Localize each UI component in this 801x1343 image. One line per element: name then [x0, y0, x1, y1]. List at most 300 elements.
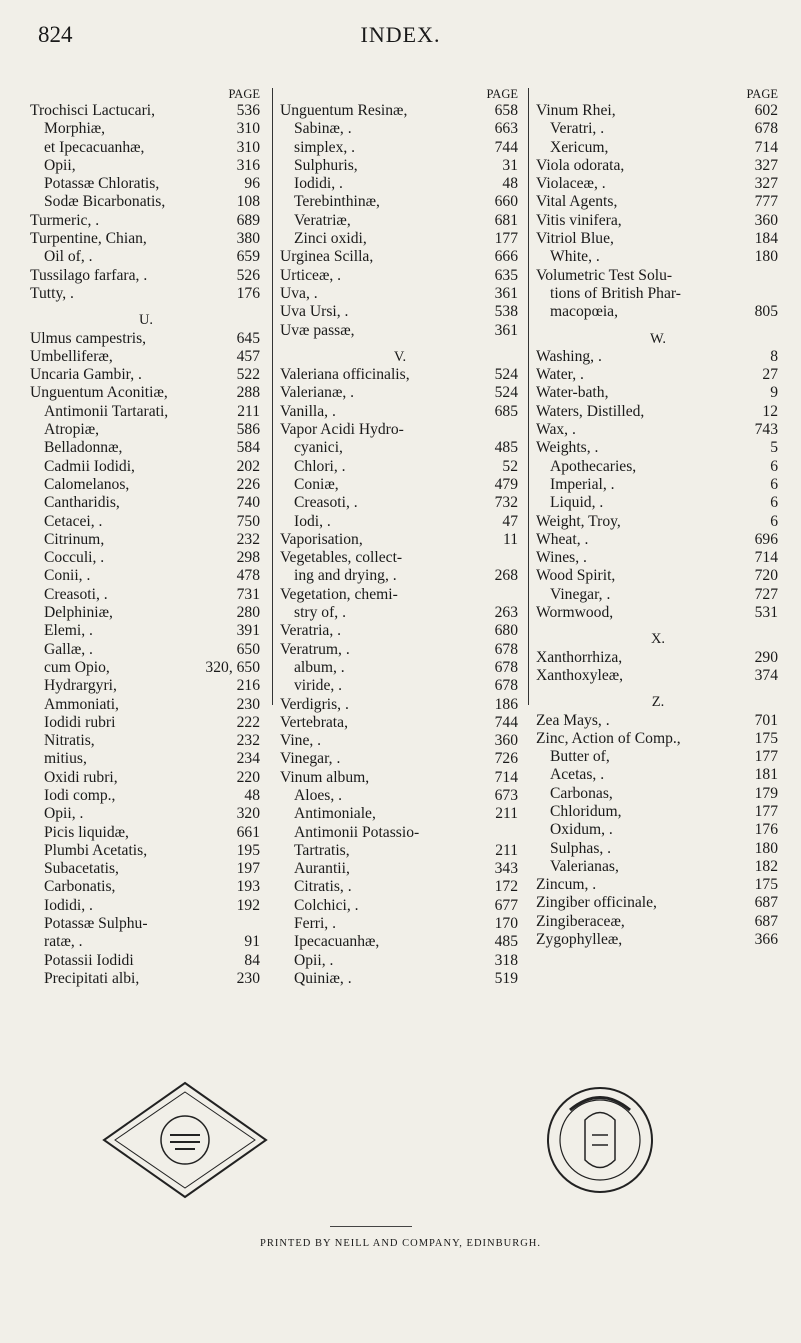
entry-page-number: 689	[236, 211, 260, 229]
index-entry	[30, 860, 262, 878]
entry-term: Turpentine, Chian,	[30, 230, 147, 248]
entry-term: Cetacei, .	[44, 512, 103, 530]
entry-term: Liquid, .	[550, 494, 604, 512]
entry-term: Gallæ, .	[44, 640, 93, 658]
index-entry	[536, 803, 780, 821]
entry-page-number: 343	[494, 860, 518, 878]
entry-term: Nitratis,	[44, 732, 95, 750]
entry-term: Uvæ passæ,	[280, 321, 355, 339]
index-entry	[30, 513, 262, 531]
entry-page-number: 27	[762, 366, 778, 384]
index-entry	[30, 248, 262, 266]
entry-term: Veratri, .	[550, 120, 605, 138]
entry-term: Violaceæ, .	[536, 175, 606, 193]
entry-page-number: 744	[494, 713, 518, 731]
entry-page-number: 96	[244, 175, 260, 193]
entry-page-number: 184	[754, 230, 778, 248]
entry-term: Zinci oxidi,	[294, 230, 367, 248]
entry-term: Antimonii Tartarati,	[44, 402, 169, 420]
entry-page-number: 230	[236, 969, 260, 987]
entry-term: Wood Spirit,	[536, 567, 616, 585]
index-entry	[280, 842, 520, 860]
index-column-2	[280, 86, 520, 988]
index-entry	[30, 878, 262, 896]
entry-term: Valerianas,	[550, 857, 619, 875]
entry-page-number: 31	[502, 156, 518, 174]
entry-term: Delphiniæ,	[44, 604, 113, 622]
index-entry	[536, 348, 780, 366]
index-column-1	[30, 86, 262, 988]
index-entry	[280, 212, 520, 230]
index-entry	[280, 860, 520, 878]
entry-page-number: 524	[494, 366, 518, 384]
section-letter: X.	[650, 631, 666, 648]
index-entry	[536, 531, 780, 549]
entry-page-number: 740	[236, 494, 260, 512]
index-entry	[536, 931, 780, 949]
entry-term: Apothecaries,	[550, 457, 637, 475]
entry-term: mitius,	[44, 750, 87, 768]
index-entry	[536, 586, 780, 604]
index-entry	[536, 384, 780, 402]
index-entry	[30, 641, 262, 659]
entry-term: Carbonatis,	[44, 878, 116, 896]
index-entry	[30, 230, 262, 248]
entry-page-number: 211	[495, 805, 518, 823]
entry-term: Urginea Scilla,	[280, 248, 374, 266]
entry-page-number: 6	[770, 512, 778, 530]
entry-page-number: 526	[236, 266, 260, 284]
entry-page-number: 177	[754, 748, 778, 766]
entry-page-number: 175	[754, 729, 778, 747]
entry-term: Zincum, .	[536, 876, 597, 894]
index-entry	[30, 696, 262, 714]
entry-page-number: 197	[236, 860, 260, 878]
index-entry	[280, 696, 520, 714]
entry-term: Terebinthinæ,	[294, 193, 380, 211]
entry-term: Weight, Troy,	[536, 512, 621, 530]
entry-page-number: 226	[236, 475, 260, 493]
index-entry	[280, 549, 520, 567]
entry-page-number: 8	[770, 347, 778, 365]
entry-term: Wheat, .	[536, 530, 589, 548]
entry-term: Urticeæ, .	[280, 266, 342, 284]
entry-page-number: 5	[770, 439, 778, 457]
entry-page-number: 666	[494, 248, 518, 266]
entry-term: Cantharidis,	[44, 494, 120, 512]
entry-page-number: 222	[236, 713, 260, 731]
entry-page-number: 678	[494, 658, 518, 676]
entry-page-number: 181	[754, 766, 778, 784]
entry-term: Sodæ Bicarbonatis,	[44, 193, 166, 211]
entry-page-number: 714	[494, 768, 518, 786]
index-entry	[280, 567, 520, 585]
index-entry	[536, 458, 780, 476]
index-entry	[30, 714, 262, 732]
index-entry	[30, 805, 262, 823]
entry-term: album, .	[294, 658, 345, 676]
entry-term: Water-bath,	[536, 384, 609, 402]
entry-term: ratæ, .	[44, 933, 83, 951]
index-entry	[280, 139, 520, 157]
entry-term: Oxidum, .	[550, 821, 613, 839]
entry-term: Zingiber officinale,	[536, 894, 657, 912]
entry-page-number: 678	[494, 677, 518, 695]
index-entry	[280, 824, 520, 842]
entry-term: Weights, .	[536, 439, 599, 457]
index-entry	[280, 915, 520, 933]
page-number: 824	[38, 22, 73, 47]
index-entry	[30, 604, 262, 622]
entry-term: Valeriana officinalis,	[280, 366, 410, 384]
entry-term: Unguentum Resinæ,	[280, 102, 408, 119]
entry-page-number: 750	[236, 512, 260, 530]
index-column-3	[536, 86, 780, 949]
entry-term: et Ipecacuanhæ,	[44, 138, 145, 156]
entry-term: Wines, .	[536, 549, 587, 567]
index-entry	[30, 366, 262, 384]
entry-page-number: 701	[754, 711, 778, 729]
index-entry	[536, 439, 780, 457]
entry-page-number: 678	[754, 120, 778, 138]
entry-page-number: 268	[494, 567, 518, 585]
entry-term: White, .	[550, 248, 600, 266]
entry-term: Veratria, .	[280, 622, 342, 640]
entry-term: Opii, .	[44, 805, 84, 823]
index-entry	[536, 894, 780, 912]
entry-page-number: 519	[494, 969, 518, 987]
entry-page-number: 744	[494, 138, 518, 156]
index-entry	[280, 659, 520, 677]
entry-page-number: 290	[754, 648, 778, 666]
entry-page-number: 777	[754, 193, 778, 211]
entry-term: Cocculi, .	[44, 549, 105, 567]
entry-term: Vitis vinifera,	[536, 211, 622, 229]
index-entry	[536, 267, 780, 285]
entry-page-number: 478	[236, 567, 260, 585]
entry-term: Verdigris, .	[280, 695, 349, 713]
index-entry	[280, 714, 520, 732]
index-entry	[30, 348, 262, 366]
index-entry	[30, 403, 262, 421]
index-entry	[280, 102, 520, 120]
entry-term: Uva Ursi, .	[280, 303, 349, 321]
index-entry	[536, 403, 780, 421]
entry-term: Acetas, .	[550, 766, 605, 784]
index-entry	[30, 476, 262, 494]
entry-term: stry of, .	[294, 604, 346, 622]
index-entry	[536, 366, 780, 384]
index-entry	[30, 285, 262, 303]
printer-imprint: PRINTED BY NEILL AND COMPANY, EDINBURGH.	[259, 1238, 542, 1249]
index-entry	[280, 175, 520, 193]
entry-page-number: 479	[494, 475, 518, 493]
entry-term: Iodidi, .	[294, 175, 343, 193]
entry-page-number: 374	[754, 666, 778, 684]
entry-page-number: 522	[236, 366, 260, 384]
index-entry	[280, 303, 520, 321]
index-entry	[536, 785, 780, 803]
entry-term: Iodi comp.,	[44, 786, 116, 804]
entry-page-number: 661	[236, 823, 260, 841]
entry-page-number: 11	[502, 530, 518, 548]
page-column-label: PAGE	[228, 87, 260, 101]
entry-term: Picis liquidæ,	[44, 823, 129, 841]
entry-term: Conii, .	[44, 567, 91, 585]
index-entry	[30, 494, 262, 512]
entry-term: Imperial, .	[550, 475, 615, 493]
index-entry	[30, 193, 262, 211]
index-entry	[280, 421, 520, 439]
entry-term: Opii,	[44, 156, 76, 174]
index-entry	[280, 952, 520, 970]
entry-page-number: 182	[754, 857, 778, 875]
entry-term: tions of British Phar-	[550, 284, 681, 302]
entry-term: Wormwood,	[536, 604, 614, 622]
entry-term: Uva, .	[280, 284, 318, 302]
entry-page-number: 9	[770, 384, 778, 402]
index-entry	[30, 102, 262, 120]
entry-page-number: 211	[495, 841, 518, 859]
entry-page-number: 380	[236, 230, 260, 248]
index-entry	[536, 230, 780, 248]
entry-term: Vapor Acidi Hydro-	[280, 421, 404, 439]
section-gap	[536, 322, 780, 330]
page-header	[0, 22, 801, 52]
index-entry	[280, 494, 520, 512]
entry-page-number: 658	[494, 102, 518, 119]
index-entry	[30, 531, 262, 549]
entry-term: Oxidi rubri,	[44, 768, 118, 786]
index-entry	[280, 366, 520, 384]
index-entry	[30, 622, 262, 640]
entry-term: Vinegar, .	[550, 585, 611, 603]
entry-term: Creasoti, .	[44, 585, 108, 603]
entry-page-number: 663	[494, 120, 518, 138]
entry-page-number: 659	[236, 248, 260, 266]
seal-icon	[540, 1080, 660, 1200]
index-entry	[536, 821, 780, 839]
entry-page-number: 673	[494, 786, 518, 804]
index-entry	[536, 248, 780, 266]
entry-term: Viola odorata,	[536, 156, 625, 174]
entry-term: Waters, Distilled,	[536, 402, 645, 420]
entry-term: Elemi, .	[44, 622, 93, 640]
entry-term: Zea Mays, .	[536, 711, 610, 729]
index-entry	[280, 267, 520, 285]
index-entry	[536, 712, 780, 730]
index-entry	[280, 622, 520, 640]
entry-term: Plumbi Acetatis,	[44, 841, 148, 859]
index-entry	[280, 230, 520, 248]
index-entry	[536, 858, 780, 876]
entry-term: Zingiberaceæ,	[536, 912, 625, 930]
entry-term: Oil of, .	[44, 248, 93, 266]
entry-page-number: 6	[770, 457, 778, 475]
entry-term: Precipitati albi,	[44, 969, 140, 987]
entry-term: Opii, .	[294, 951, 334, 969]
index-entry	[536, 766, 780, 784]
section-gap	[536, 685, 780, 693]
entry-page-number: 280	[236, 604, 260, 622]
index-entry	[280, 933, 520, 951]
entry-term: Butter of,	[550, 748, 610, 766]
index-entry	[30, 842, 262, 860]
page-column-label: PAGE	[746, 87, 778, 101]
section-letter: W.	[650, 330, 666, 347]
entry-term: Zygophylleæ,	[536, 931, 623, 949]
entry-term: cum Opio,	[44, 658, 110, 676]
entry-page-number: 584	[236, 439, 260, 457]
entry-term: Turmeric, .	[30, 211, 100, 229]
index-entry	[280, 248, 520, 266]
entry-page-number: 179	[754, 784, 778, 802]
index-entry	[30, 212, 262, 230]
index-entry	[30, 659, 262, 677]
entry-term: viride, .	[294, 677, 343, 695]
entry-page-number: 180	[754, 248, 778, 266]
index-entry	[536, 549, 780, 567]
index-entry	[30, 897, 262, 915]
column-divider	[272, 88, 273, 705]
index-entry	[536, 494, 780, 512]
entry-page-number: 327	[754, 175, 778, 193]
entry-page-number: 84	[244, 951, 260, 969]
entry-page-number: 310	[236, 120, 260, 138]
entry-page-number: 48	[502, 175, 518, 193]
entry-page-number: 366	[754, 931, 778, 949]
entry-page-number: 172	[494, 878, 518, 896]
entry-page-number: 743	[754, 421, 778, 439]
entry-term: Ammoniati,	[44, 695, 119, 713]
index-entry	[536, 476, 780, 494]
index-entry	[280, 805, 520, 823]
entry-page-number: 727	[754, 585, 778, 603]
entry-page-number: 175	[754, 876, 778, 894]
entry-term: Wax, .	[536, 421, 576, 439]
entry-page-number: 360	[754, 211, 778, 229]
entry-term: Sabinæ, .	[294, 120, 352, 138]
index-entry	[536, 730, 780, 748]
entry-page-number: 52	[502, 457, 518, 475]
index-entry	[536, 303, 780, 321]
entry-term: Trochisci Lactucari,	[30, 102, 156, 119]
entry-term: Vegetation, chemi-	[280, 585, 398, 603]
entry-term: simplex, .	[294, 138, 356, 156]
index-entry	[280, 897, 520, 915]
entry-term: Aloes, .	[294, 786, 343, 804]
index-entry	[280, 157, 520, 175]
entry-page-number: 232	[236, 530, 260, 548]
entry-term: ing and drying, .	[294, 567, 397, 585]
index-entry	[30, 157, 262, 175]
entry-page-number: 232	[236, 732, 260, 750]
entry-term: Xanthoxyleæ,	[536, 666, 624, 684]
entry-term: Vanilla, .	[280, 402, 336, 420]
index-entry	[30, 384, 262, 402]
entry-page-number: 193	[236, 878, 260, 896]
index-entry	[536, 193, 780, 211]
entry-term: Subacetatis,	[44, 860, 119, 878]
index-entry	[280, 604, 520, 622]
entry-term: Calomelanos,	[44, 475, 130, 493]
entry-page-number: 538	[494, 303, 518, 321]
library-stamp-icon	[100, 1080, 270, 1200]
entry-page-number: 176	[754, 821, 778, 839]
entry-page-number: 320	[236, 805, 260, 823]
section-letter: Z.	[651, 694, 665, 711]
index-entry	[30, 750, 262, 768]
entry-term: Quiniæ, .	[294, 969, 352, 987]
index-entry	[536, 175, 780, 193]
entry-page-number: 320, 650	[205, 658, 260, 676]
entry-page-number: 696	[754, 530, 778, 548]
entry-page-number: 298	[236, 549, 260, 567]
entry-page-number: 186	[494, 695, 518, 713]
index-entry	[536, 285, 780, 303]
index-entry	[30, 120, 262, 138]
index-entry	[280, 787, 520, 805]
entry-term: cyanici,	[294, 439, 343, 457]
index-entry	[536, 120, 780, 138]
entry-term: Water, .	[536, 366, 584, 384]
entry-term: Xanthorrhiza,	[536, 648, 623, 666]
entry-page-number: 360	[494, 732, 518, 750]
entry-term: Volumetric Test Solu-	[536, 266, 673, 284]
entry-term: Ipecacuanhæ,	[294, 933, 380, 951]
entry-term: Potassæ Chloratis,	[44, 175, 160, 193]
entry-term: Vegetables, collect-	[280, 549, 403, 567]
entry-term: Citrinum,	[44, 530, 105, 548]
footer-rule	[330, 1226, 412, 1227]
entry-term: Iodidi, .	[44, 896, 93, 914]
entry-page-number: 6	[770, 494, 778, 512]
index-entry	[536, 567, 780, 585]
entry-term: macopœia,	[550, 303, 618, 321]
entry-term: Veratrum, .	[280, 640, 350, 658]
entry-page-number: 681	[494, 211, 518, 229]
entry-term: Valerianæ, .	[280, 384, 355, 402]
entry-page-number: 316	[236, 156, 260, 174]
index-entry	[280, 970, 520, 988]
index-entry	[30, 439, 262, 457]
index-entry	[536, 604, 780, 622]
entry-term: Iodi, .	[294, 512, 331, 530]
entry-page-number: 714	[754, 549, 778, 567]
index-entry	[536, 748, 780, 766]
entry-page-number: 234	[236, 750, 260, 768]
entry-term: Vital Agents,	[536, 193, 618, 211]
index-entry	[536, 840, 780, 858]
entry-term: Sulphuris,	[294, 156, 358, 174]
index-entry	[280, 285, 520, 303]
entry-term: Vinum album,	[280, 768, 370, 786]
entry-page-number: 485	[494, 933, 518, 951]
index-entry	[280, 384, 520, 402]
index-entry	[536, 513, 780, 531]
page-column-label: PAGE	[486, 87, 518, 101]
index-entry	[536, 102, 780, 120]
entry-page-number: 192	[236, 896, 260, 914]
entry-term: Uncaria Gambir, .	[30, 366, 142, 384]
index-entry	[280, 403, 520, 421]
entry-term: Hydrargyri,	[44, 677, 117, 695]
entry-page-number: 680	[494, 622, 518, 640]
index-entry	[280, 878, 520, 896]
entry-term: Xericum,	[550, 138, 609, 156]
entry-term: Antimonii Potassio-	[294, 823, 420, 841]
entry-page-number: 318	[494, 951, 518, 969]
